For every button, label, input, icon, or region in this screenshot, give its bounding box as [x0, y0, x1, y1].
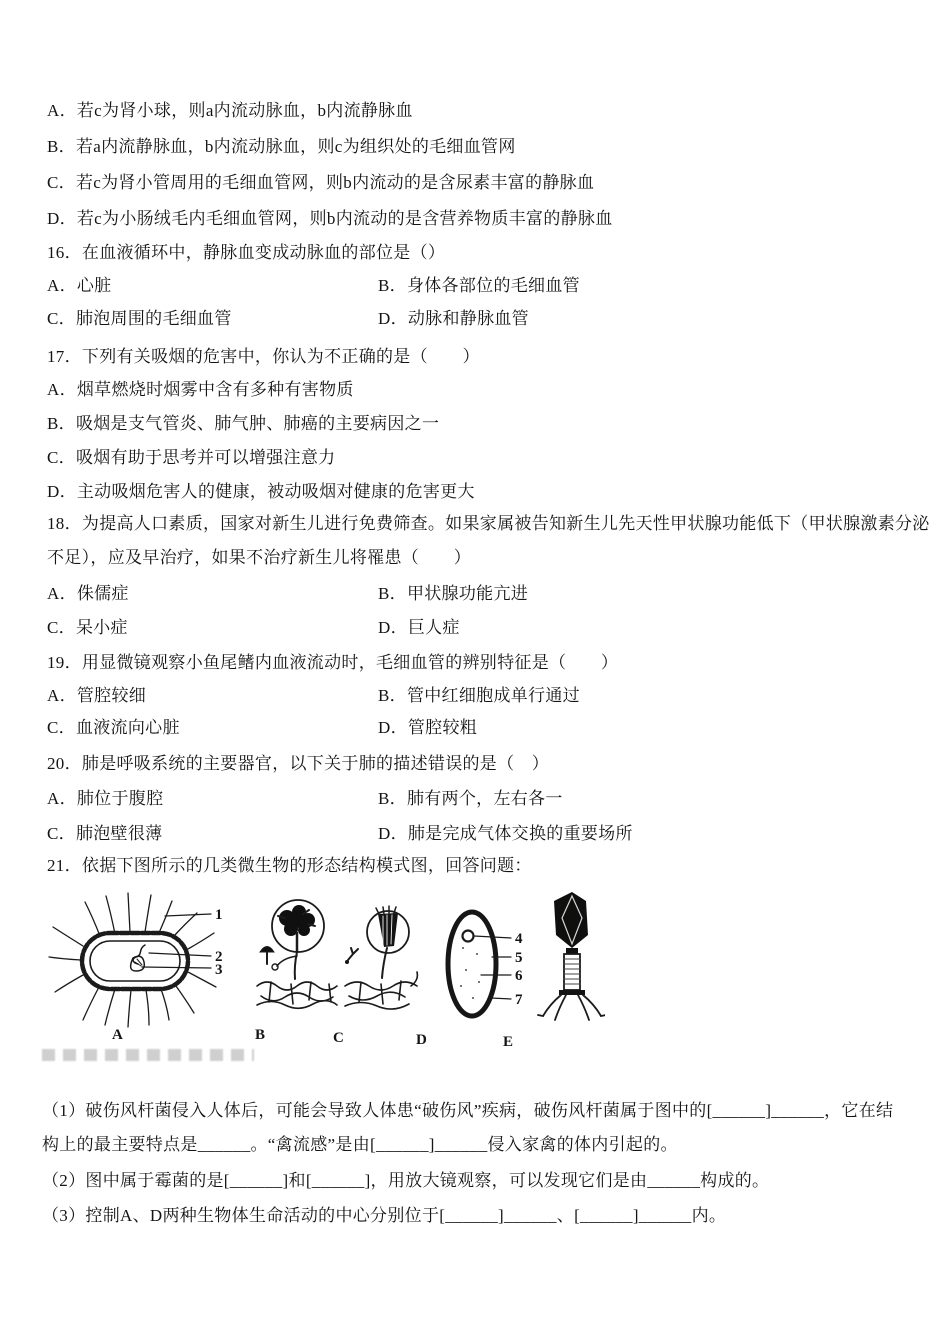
q16-option-c: C．肺泡周围的毛细血管: [47, 309, 232, 328]
bacterium-drawing: [49, 893, 216, 1027]
figure-letter-c: C: [333, 1030, 344, 1046]
q19-option-row-1: [47, 685, 927, 707]
q20-option-c: C．肺泡壁很薄: [47, 824, 163, 843]
microorganism-figure: [45, 886, 605, 1048]
q20-stem: 20．肺是呼吸系统的主要器官，以下关于肺的描述错误的是（ ）: [47, 754, 549, 773]
q18-option-row-1: [47, 583, 927, 605]
cutoff-text-fragment: [42, 1049, 254, 1061]
q21-sub1-line1: （1）破伤风杆菌侵入人体后，可能会导致人体患“破伤风”疾病，破伤风杆菌属于图中的[______]______，它在结: [42, 1101, 894, 1120]
figure-callout-1: 1: [215, 907, 223, 923]
bacteriophage-drawing: [538, 892, 605, 1020]
q21-sub1-line2: 构上的最主要特点是______。“禽流感”是由[______]______侵入家禽的体内引起的。: [42, 1135, 678, 1154]
q16-option-b: B．身体各部位的毛细血管: [378, 276, 580, 295]
q18-option-b: B．甲状腺功能亢进: [378, 584, 529, 603]
q18-option-row-2: [47, 617, 927, 639]
figure-letter-d: D: [416, 1032, 427, 1048]
q19-option-a: A．管腔较细: [47, 686, 147, 705]
q17-option-a: A．烟草燃烧时烟雾中含有多种有害物质: [47, 380, 354, 399]
q17-option-b: B．吸烟是支气管炎、肺气肿、肺癌的主要病因之一: [47, 414, 440, 433]
q18-option-a: A．侏儒症: [47, 584, 129, 603]
q15-option-a: A．若c为肾小球，则a内流动脉血，b内流静脉血: [47, 101, 413, 120]
figure-callout-7: 7: [515, 992, 523, 1008]
figure-callout-4: 4: [515, 931, 523, 947]
q15-option-c: C．若c为肾小管周用的毛细血管网，则b内流动的是含尿素丰富的静脉血: [47, 173, 595, 192]
q20-option-row-1: [47, 788, 927, 810]
figure-callout-3: 3: [215, 962, 223, 978]
figure-callout-6: 6: [515, 968, 523, 984]
figure-callout-2: 2: [215, 949, 223, 965]
q18-stem-line2: 不足），应及早治疗，如果不治疗新生儿将罹患（ ）: [47, 548, 471, 567]
yeast-d-drawing: [448, 912, 511, 1016]
q21-stem: 21．依据下图所示的几类微生物的形态结构模式图，回答问题：: [47, 856, 532, 875]
q18-option-c: C．呆小症: [47, 618, 128, 637]
q16-option-row-1: [47, 275, 927, 297]
mold-c-drawing: [345, 906, 417, 1009]
q16-option-a: A．心脏: [47, 276, 112, 295]
q21-sub3: （3）控制A、D两种生物体生命活动的中心分别位于[______]______、[______]______内。: [42, 1206, 727, 1225]
figure-letter-b: B: [255, 1027, 266, 1043]
q17-option-c: C．吸烟有助于思考并可以增强注意力: [47, 448, 336, 467]
q19-option-d: D．管腔较粗: [378, 718, 478, 737]
figure-callout-5: 5: [515, 950, 523, 966]
q17-stem: 17．下列有关吸烟的危害中，你认为不正确的是（ ）: [47, 347, 480, 366]
q18-option-d: D．巨人症: [378, 618, 460, 637]
q19-option-row-2: [47, 717, 927, 739]
q19-stem: 19．用显微镜观察小鱼尾鳍内血液流动时，毛细血管的辨别特征是（ ）: [47, 653, 619, 672]
q20-option-d: D．肺是完成气体交换的重要场所: [378, 824, 633, 843]
q19-option-b: B．管中红细胞成单行通过: [378, 686, 580, 705]
q16-stem: 16．在血液循环中，静脉血变成动脉血的部位是（）: [47, 243, 446, 262]
mold-b-drawing: [257, 900, 337, 1008]
q16-option-row-2: [47, 308, 927, 330]
figure-letter-e: E: [503, 1034, 514, 1048]
q20-option-row-2: [47, 823, 927, 845]
q17-option-d: D．主动吸烟危害人的健康，被动吸烟对健康的危害更大: [47, 482, 475, 501]
figure-letter-a: A: [112, 1027, 123, 1043]
q20-option-b: B．肺有两个，左右各一: [378, 789, 563, 808]
microorganism-diagram: [45, 886, 605, 1048]
q15-option-d: D．若c为小肠绒毛内毛细血管网，则b内流动的是含营养物质丰富的静脉血: [47, 209, 613, 228]
q21-sub2: （2）图中属于霉菌的是[______]和[______]，用放大镜观察，可以发现它们是由______构成的。: [42, 1171, 770, 1190]
q15-option-b: B．若a内流静脉血，b内流动脉血，则c为组织处的毛细血管网: [47, 137, 516, 156]
q20-option-a: A．肺位于腹腔: [47, 789, 164, 808]
q16-option-d: D．动脉和静脉血管: [378, 309, 529, 328]
q18-stem-line1: 18．为提高人口素质，国家对新生儿进行免费筛查。如果家属被告知新生儿先天性甲状腺功能低下（甲状腺激素分泌: [47, 514, 930, 533]
q19-option-c: C．血液流向心脏: [47, 718, 180, 737]
